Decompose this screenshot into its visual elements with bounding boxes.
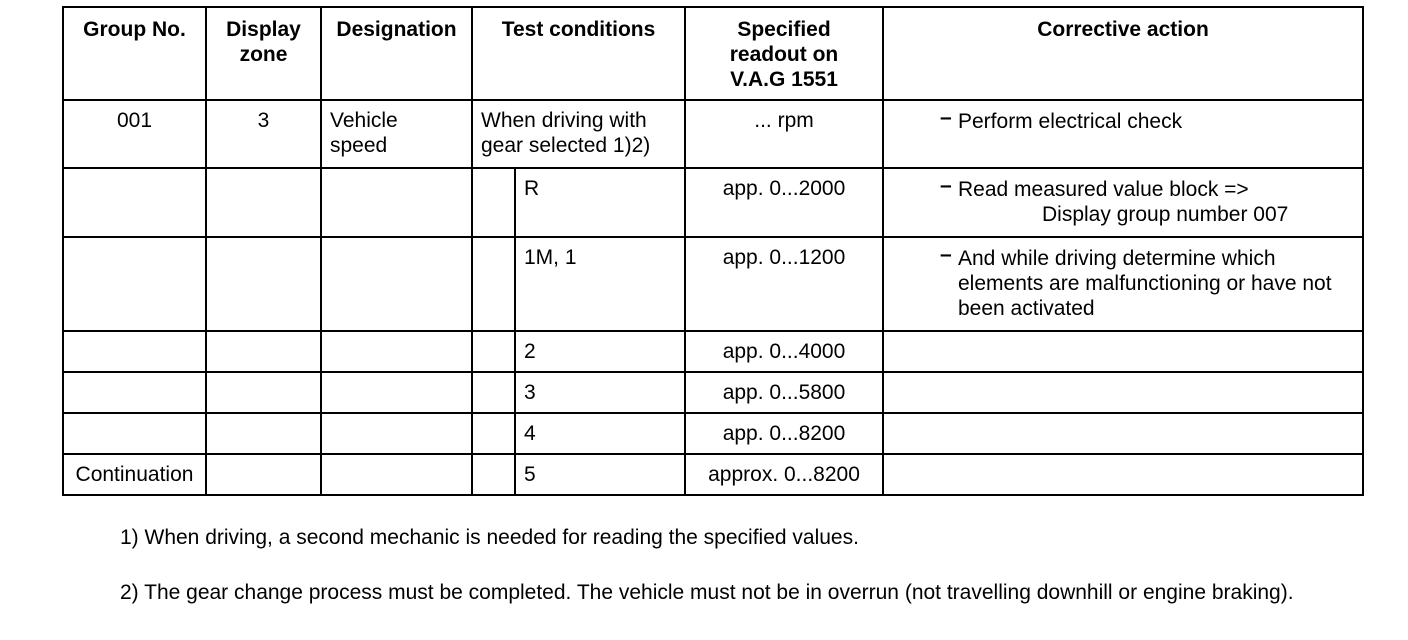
dash-bullet-icon: –	[940, 243, 952, 266]
cell-indent	[472, 331, 515, 372]
cell-action	[883, 413, 1363, 454]
dash-bullet-icon: –	[940, 106, 952, 129]
cell-gear: 5	[515, 454, 685, 495]
table-row	[63, 100, 1363, 168]
cell-indent	[472, 237, 515, 331]
cell-group-no: 001	[63, 100, 206, 168]
cell-group-no	[63, 372, 206, 413]
table-row	[63, 413, 1363, 454]
action-text-indented: Display group number 007	[1042, 203, 1289, 226]
cell-display-zone	[206, 237, 321, 331]
specification-table	[62, 6, 1364, 496]
action-text: Read measured value block =>	[958, 178, 1249, 201]
header-row	[63, 7, 1363, 100]
cell-designation	[321, 331, 472, 372]
cell-indent	[472, 454, 515, 495]
action-text: Perform electrical check	[958, 110, 1183, 133]
cell-action	[883, 454, 1363, 495]
cell-designation	[321, 413, 472, 454]
cell-gear: R	[515, 168, 685, 237]
table-row	[63, 168, 1363, 237]
header-test-conditions: Test conditions	[472, 7, 685, 100]
table-row	[63, 454, 1363, 495]
cell-group-no	[63, 413, 206, 454]
cell-designation: Vehicle speed	[321, 100, 472, 168]
cell-indent	[472, 168, 515, 237]
cell-action	[883, 237, 1363, 331]
cell-action	[883, 100, 1363, 168]
cell-gear: 4	[515, 413, 685, 454]
cell-designation	[321, 237, 472, 331]
cell-group-no	[63, 168, 206, 237]
cell-test-conditions: When driving with gear selected 1)2)	[472, 100, 685, 168]
cell-readout: app. 0...4000	[685, 331, 883, 372]
header-corrective-action: Corrective action	[883, 7, 1363, 100]
cell-indent	[472, 372, 515, 413]
cell-designation	[321, 454, 472, 495]
table-row	[63, 331, 1363, 372]
cell-indent	[472, 413, 515, 454]
cell-readout: app. 0...8200	[685, 413, 883, 454]
table-row	[63, 237, 1363, 331]
header-display-zone: Display zone	[206, 7, 321, 100]
cell-display-zone	[206, 454, 321, 495]
cell-group-no	[63, 237, 206, 331]
cell-designation	[321, 372, 472, 413]
header-specified-readout: Specified readout on V.A.G 1551	[685, 7, 883, 100]
cell-action	[883, 372, 1363, 413]
cell-readout: app. 0...2000	[685, 168, 883, 237]
cell-group-no	[63, 331, 206, 372]
cell-action	[883, 168, 1363, 237]
cell-gear: 1M, 1	[515, 237, 685, 331]
table-row	[63, 372, 1363, 413]
dash-bullet-icon: –	[940, 174, 952, 197]
cell-display-zone: 3	[206, 100, 321, 168]
cell-readout: app. 0...5800	[685, 372, 883, 413]
cell-action	[883, 331, 1363, 372]
cell-display-zone	[206, 413, 321, 454]
action-text: And while driving determine which elements are malfunctioning or have not been activated	[958, 247, 1332, 320]
cell-display-zone	[206, 331, 321, 372]
cell-designation	[321, 168, 472, 237]
header-group-no: Group No.	[63, 7, 206, 100]
cell-readout: ... rpm	[685, 100, 883, 168]
cell-readout: approx. 0...8200	[685, 454, 883, 495]
footnote-2: 2) The gear change process must be completed. The vehicle must not be in overrun (not travelling downhill or engine braking).	[120, 581, 1294, 604]
footnote-1: 1) When driving, a second mechanic is needed for reading the specified values.	[120, 526, 859, 549]
cell-gear: 3	[515, 372, 685, 413]
cell-display-zone	[206, 168, 321, 237]
cell-readout: app. 0...1200	[685, 237, 883, 331]
cell-gear: 2	[515, 331, 685, 372]
cell-display-zone	[206, 372, 321, 413]
header-designation: Designation	[321, 7, 472, 100]
cell-group-no: Continuation	[63, 454, 206, 495]
